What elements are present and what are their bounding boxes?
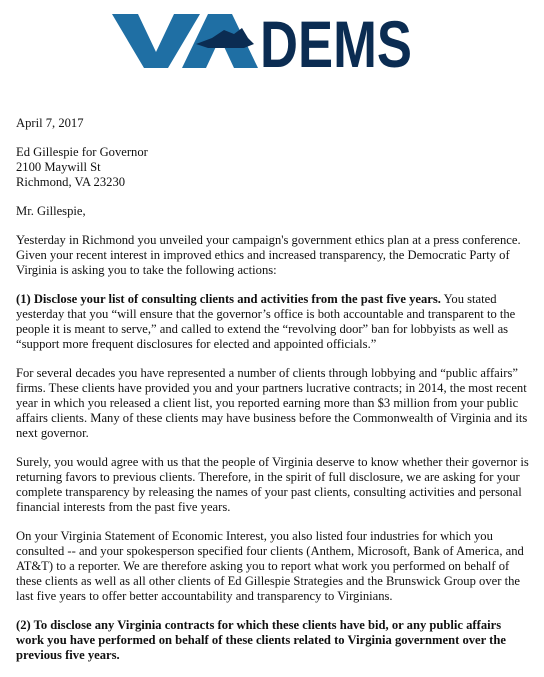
request-2-heading: (2) To disclose any Virginia contracts for which these clients have bid, or any public affairs work you have performed on behalf of these clients related to Virginia government over the previous five years. xyxy=(16,618,506,662)
salutation: Mr. Gillespie, xyxy=(16,204,86,218)
logo-dems-text: DEMS xyxy=(260,7,412,81)
paragraph-intro: Yesterday in Richmond you unveiled your campaign's government ethics plan at a press conference. Given your recent interest in improved ethics and increased transparency, the Democratic Party of Virginia is asking you to take the following actions: xyxy=(16,233,521,277)
paragraph-request-2 xyxy=(16,618,532,663)
letter-body xyxy=(16,116,532,677)
letter-date: April 7, 2017 xyxy=(16,116,84,130)
paragraph-transparency: Surely, you would agree with us that the people of Virginia deserve to know whether their governor is returning favors to previous clients. Therefore, in the spirit of full disclosure, we are asking for your complete transparency by releasing the names of your past clients, consulting activities and personal financial interests from the past five years. xyxy=(16,455,529,514)
paragraph-clients: For several decades you have represented a number of clients through lobbying and “public affairs” firms. These clients have provided you and your partners lucrative contracts; in 2014, the most recent year in which you released a client list, you reported earning more than $3 million from your public affairs clients. Many of these clients may have business before the Commonwealth of Virginia and its next governor. xyxy=(16,366,528,440)
recipient-address xyxy=(16,145,532,190)
request-1-heading: (1) Disclose your list of consulting clients and activities from the past five years. xyxy=(16,292,441,306)
paragraph-request-1 xyxy=(16,292,532,352)
recipient-line: 2100 Maywill St xyxy=(16,160,101,174)
vadems-logo xyxy=(112,7,412,81)
recipient-line: Ed Gillespie for Governor xyxy=(16,145,148,159)
recipient-line: Richmond, VA 23230 xyxy=(16,175,126,189)
request-1-text: You stated yesterday that you “will ensure that the governor’s office is both accountable and transparent to the people it is meant to serve,” and called to extend the “revolving door” ban for lobbyists as well as “support more frequent disclosures for elected and appointed officials.” xyxy=(16,292,516,351)
paragraph-economic-interest: On your Virginia Statement of Economic Interest, you also listed four industries for which you consulted -- and your spokesperson specified four clients (Anthem, Microsoft, Bank of America, and AT&T) to a reporter. We are therefore asking you to report what work you performed on behalf of these clients as well as all other clients of Ed Gillespie Strategies and the Brunswick Group over the last five years to offer better accountability and transparency to Virginians. xyxy=(16,529,524,603)
